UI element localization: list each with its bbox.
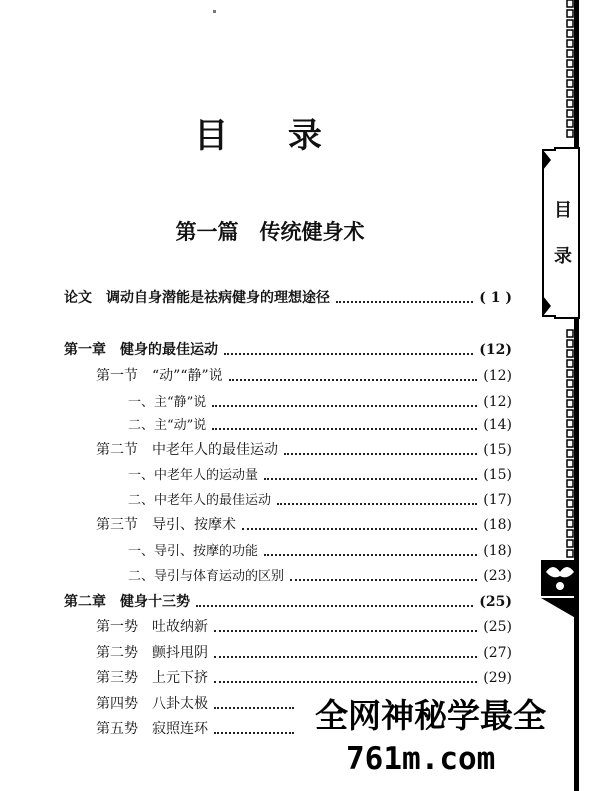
- chain-link: [567, 420, 573, 427]
- toc-entry-page: (17): [483, 492, 512, 508]
- toc-entry-title: 第一势 吐故纳新: [96, 619, 208, 635]
- toc-entry-title: 第三节 导引、按摩术: [96, 517, 236, 533]
- toc-leader-dots: [229, 369, 478, 381]
- chain-link: [567, 90, 573, 97]
- chain-link: [567, 340, 573, 347]
- toc-entry-title: 第三势 上元下挤: [96, 670, 208, 686]
- chain-link: [567, 410, 573, 417]
- toc-entry: [96, 693, 300, 713]
- chain-link: [567, 130, 573, 137]
- toc-entry-title: 二、主“动”说: [128, 418, 207, 433]
- chain-link: [567, 370, 573, 377]
- chain-pattern-top: [567, 0, 573, 137]
- toc-entry-page: (12): [483, 394, 512, 410]
- toc-entry: [96, 616, 512, 636]
- chain-link: [567, 510, 573, 517]
- chain-link: [567, 100, 573, 107]
- part-title: 第一篇 传统健身术: [175, 220, 365, 244]
- toc-leader-dots: [214, 671, 477, 683]
- toc-entry-page: (29): [483, 670, 512, 686]
- chain-link: [567, 20, 573, 27]
- toc-entry-title: 一、导引、按摩的功能: [128, 544, 259, 559]
- chain-link: [567, 40, 573, 47]
- watermark-text: 全网神秘学最全: [315, 696, 546, 735]
- toc-entry: [128, 565, 512, 585]
- toc-entry: [96, 642, 512, 662]
- toc-leader-dots: [214, 620, 477, 632]
- toc-entry-page: (12): [479, 342, 512, 358]
- chain-link: [567, 60, 573, 67]
- toc-entry: [128, 489, 512, 509]
- toc-entry-title: 第二节 中老年人的最佳运动: [96, 442, 278, 458]
- toc-entry: [96, 718, 300, 738]
- side-decorative-border: [541, 0, 591, 791]
- toc-leader-dots: [214, 697, 294, 709]
- toc-entry: [64, 287, 512, 307]
- chain-link: [567, 450, 573, 457]
- toc-entry-page: (12): [483, 368, 512, 384]
- toc-entry-page: (18): [483, 543, 512, 559]
- toc-entry-title: 一、中老年人的运动量: [128, 468, 259, 483]
- chain-link: [567, 330, 573, 337]
- toc-entry-page: (25): [479, 594, 512, 610]
- chain-link: [567, 350, 573, 357]
- chain-link: [567, 540, 573, 547]
- chain-link: [567, 520, 573, 527]
- chain-link: [567, 490, 573, 497]
- chain-link: [567, 360, 573, 367]
- toc-entry: [128, 540, 512, 560]
- chain-link: [567, 120, 573, 127]
- side-tab-char-1: 目: [554, 200, 572, 221]
- toc-entry-title: 第二章 健身十三势: [64, 594, 190, 610]
- chain-link: [567, 430, 573, 437]
- chain-link: [567, 530, 573, 537]
- toc-entry-page: (27): [483, 645, 512, 661]
- ornament-icon: [541, 560, 579, 620]
- toc-entry-title: 第一章 健身的最佳运动: [64, 342, 218, 358]
- chain-link: [567, 470, 573, 477]
- toc-entry-page: (15): [483, 442, 512, 458]
- side-tab-shape: [543, 148, 579, 318]
- chain-link: [567, 50, 573, 57]
- chain-link: [567, 70, 573, 77]
- toc-leader-dots: [212, 395, 477, 407]
- toc-entry-page: (23): [483, 568, 512, 584]
- chain-link: [567, 400, 573, 407]
- toc-leader-dots: [277, 493, 477, 505]
- toc-leader-dots: [284, 443, 477, 455]
- toc-leader-dots: [214, 646, 477, 658]
- toc-entry: [96, 667, 512, 687]
- page-title: 目 录: [194, 116, 346, 156]
- toc-entry-title: 第四势 八卦太极: [96, 696, 208, 712]
- chain-link: [567, 480, 573, 487]
- chain-link: [567, 110, 573, 117]
- toc-leader-dots: [242, 518, 477, 530]
- toc-entry-page: (14): [483, 417, 512, 433]
- toc-entry-title: 第五势 寂照连环: [96, 721, 208, 737]
- toc-entry-title: 一、主“静”说: [128, 395, 207, 410]
- toc-entry-title: 第二势 颤抖甩阴: [96, 645, 208, 661]
- chain-link: [567, 440, 573, 447]
- chain-link: [567, 460, 573, 467]
- toc-entry: [64, 591, 512, 611]
- toc-entry-page: ( 1 ): [479, 290, 512, 306]
- toc-entry: [64, 339, 512, 359]
- toc-entry-page: (15): [483, 467, 512, 483]
- chain-link: [567, 550, 573, 557]
- toc-leader-dots: [212, 418, 477, 430]
- toc-entry-title: 二、导引与体育运动的区别: [128, 569, 285, 584]
- toc-entry: [96, 365, 512, 385]
- toc-leader-dots: [214, 722, 294, 734]
- chain-link: [567, 0, 573, 7]
- toc-entry-page: (25): [483, 619, 512, 635]
- toc-entry: [128, 464, 512, 484]
- chain-link: [567, 30, 573, 37]
- toc-entry-title: 二、中老年人的最佳运动: [128, 493, 272, 508]
- chain-pattern-bottom: [567, 330, 573, 557]
- watermark-url: 761m.com: [346, 741, 496, 777]
- toc-leader-dots: [336, 291, 473, 303]
- toc-leader-dots: [264, 544, 477, 556]
- toc-entry: [96, 514, 512, 534]
- chain-link: [567, 80, 573, 87]
- toc-leader-dots: [264, 468, 477, 480]
- toc-entry: [96, 439, 512, 459]
- side-tab-char-2: 录: [554, 246, 572, 267]
- toc-entry: [128, 391, 512, 411]
- toc-entry-page: (18): [483, 517, 512, 533]
- toc-leader-dots: [224, 343, 473, 355]
- chain-link: [567, 390, 573, 397]
- toc-entry-title: 论文 调动自身潜能是祛病健身的理想途径: [64, 290, 330, 306]
- toc-leader-dots: [290, 569, 477, 581]
- chain-link: [567, 380, 573, 387]
- chain-link: [567, 500, 573, 507]
- toc-entry-title: 第一节 “动”“静”说: [96, 368, 223, 384]
- toc-entry: [128, 414, 512, 434]
- toc-leader-dots: [196, 595, 473, 607]
- chain-link: [567, 10, 573, 17]
